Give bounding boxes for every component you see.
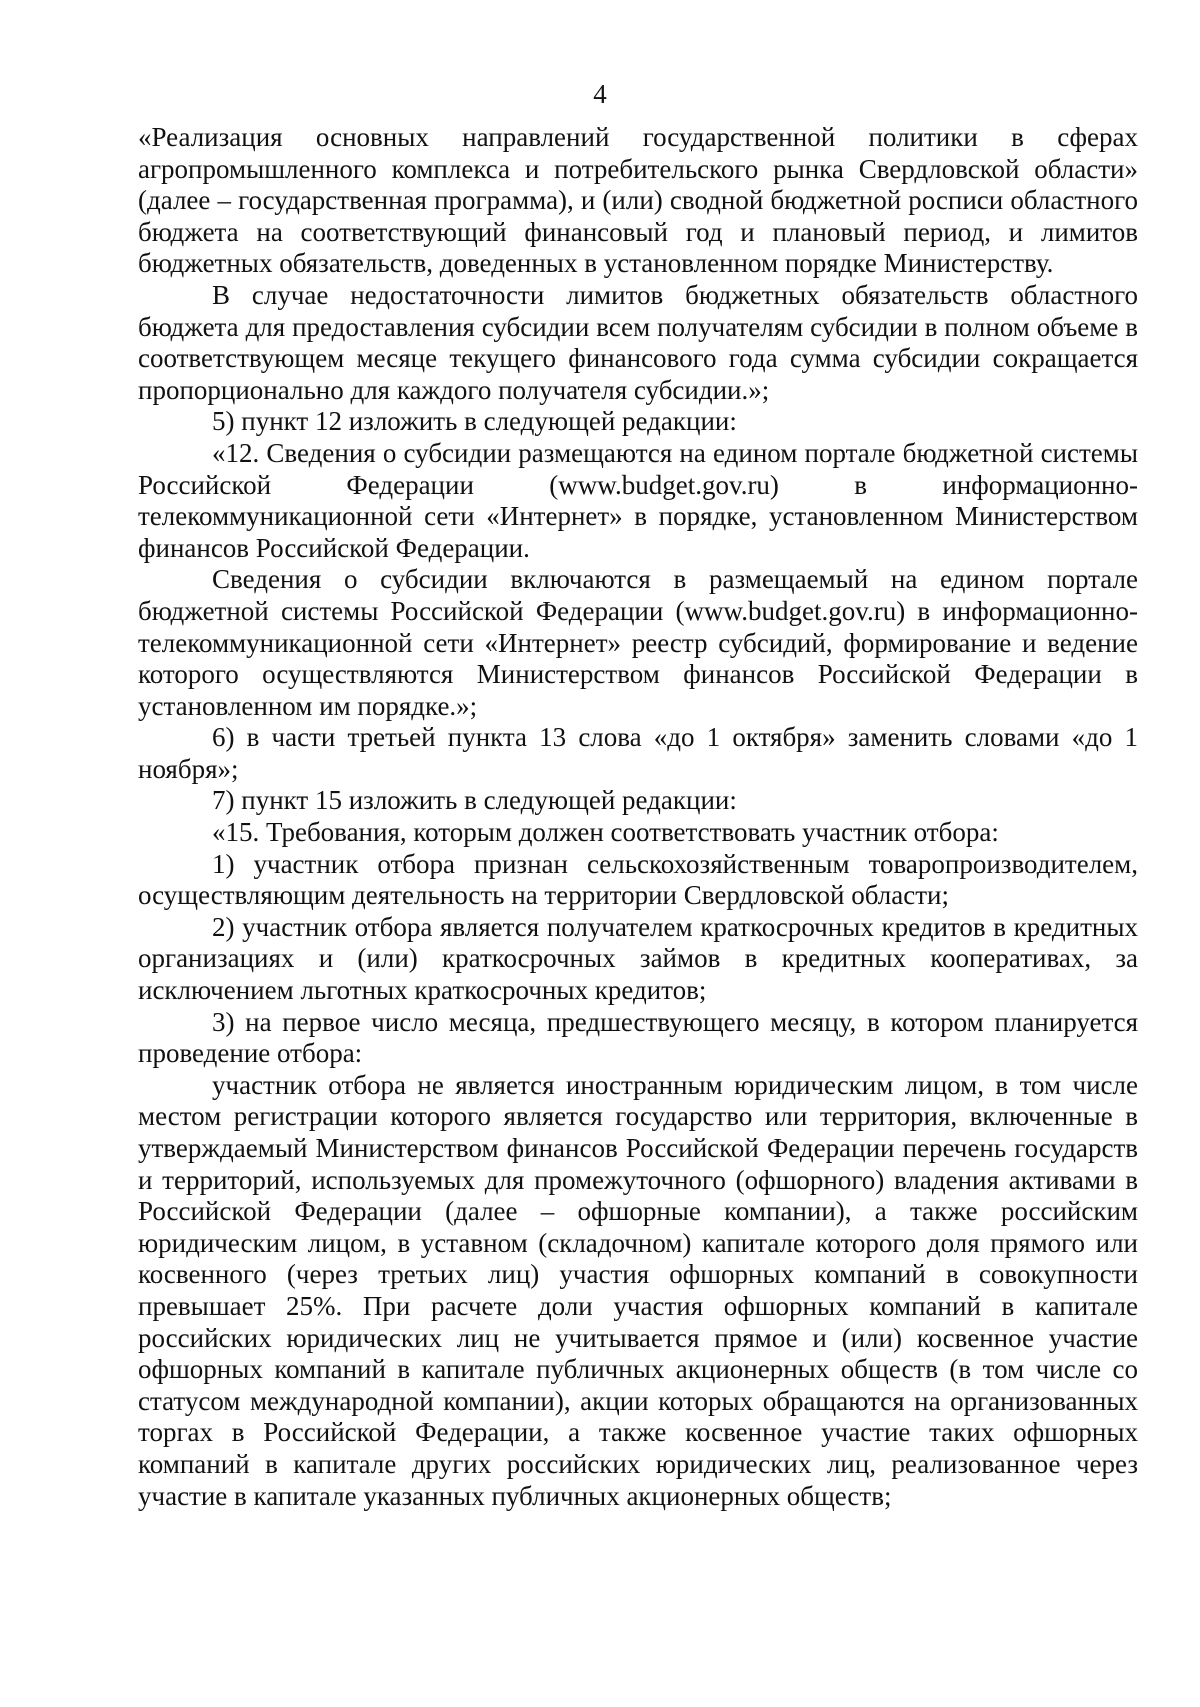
- paragraph: «12. Сведения о субсидии размещаются на едином портале бюджетной системы Российской Федерации (www.budget.gov.ru) в информационно-телекоммуникационной сети «Интернет» в порядке, установленном Министерством финансов Российской Федерации.: [138, 437, 1138, 563]
- paragraph: 3) на первое число месяца, предшествующего месяцу, в котором планируется проведение отбора:: [138, 1006, 1138, 1069]
- paragraph: «Реализация основных направлений государственной политики в сферах агропромышленного комплекса и потребительского рынка Свердловской области» (далее – государственная программа), и (или) сводной бюджетной росписи областного бюджета на соответствующий финансовый год и плановый период, и лимитов бюджетных обязательств, доведенных в установленном порядке Министерству.: [138, 122, 1138, 279]
- page-number: 4: [593, 79, 607, 109]
- paragraph: В случае недостаточности лимитов бюджетных обязательств областного бюджета для предоставления субсидии всем получателям субсидии в полном объеме в соответствующем месяце текущего финансового года сумма субсидии сокращается пропорционально для каждого получателя субсидии.»;: [138, 279, 1138, 405]
- paragraph: 6) в части третьей пункта 13 слова «до 1 октября» заменить словами «до 1 ноября»;: [138, 722, 1138, 784]
- document-body: [138, 122, 1138, 1512]
- paragraph: 5) пункт 12 изложить в следующей редакции:: [212, 406, 737, 437]
- paragraph: участник отбора не является иностранным юридическим лицом, в том числе местом регистрации которого является государство или территория, включенные в утверждаемый Министерством финансов Российской Федерации перечень государств и территорий, используемых для промежуточного (офшорного) владения активами в Российской Федерации (далее – офшорные компании), а также российским юридическим лицом, в уставном (складочном) капитале которого доля прямого или косвенного (через третьих лиц) участия офшорных компаний в совокупности превышает 25%. При расчете доли участия офшорных компаний в капитале российских юридических лиц не учитывается прямое и (или) косвенное участие офшорных компаний в капитале публичных акционерных обществ (в том числе со статусом международной компании), акции которых обращаются на организованных торгах в Российской Федерации, а также косвенное участие таких офшорных компаний в капитале других российских юридических лиц, реализованное через участие в капитале указанных публичных акционерных обществ;: [138, 1069, 1138, 1511]
- paragraph: 1) участник отбора признан сельскохозяйственным товаропроизводителем, осуществляющим деятельность на территории Свердловской области;: [138, 848, 1138, 911]
- paragraph: 2) участник отбора является получателем краткосрочных кредитов в кредитных организациях и (или) краткосрочных займов в кредитных кооперативах, за исключением льготных краткосрочных кредитов;: [138, 911, 1138, 1006]
- paragraph: «15. Требования, которым должен соответствовать участник отбора:: [212, 817, 999, 848]
- paragraph: Сведения о субсидии включаются в размещаемый на едином портале бюджетной системы Российской Федерации (www.budget.gov.ru) в информационно-телекоммуникационной сети «Интернет» реестр субсидий, формирование и ведение которого осуществляются Министерством финансов Российской Федерации в установленном им порядке.»;: [138, 564, 1138, 721]
- paragraph: 7) пункт 15 изложить в следующей редакции:: [212, 785, 737, 816]
